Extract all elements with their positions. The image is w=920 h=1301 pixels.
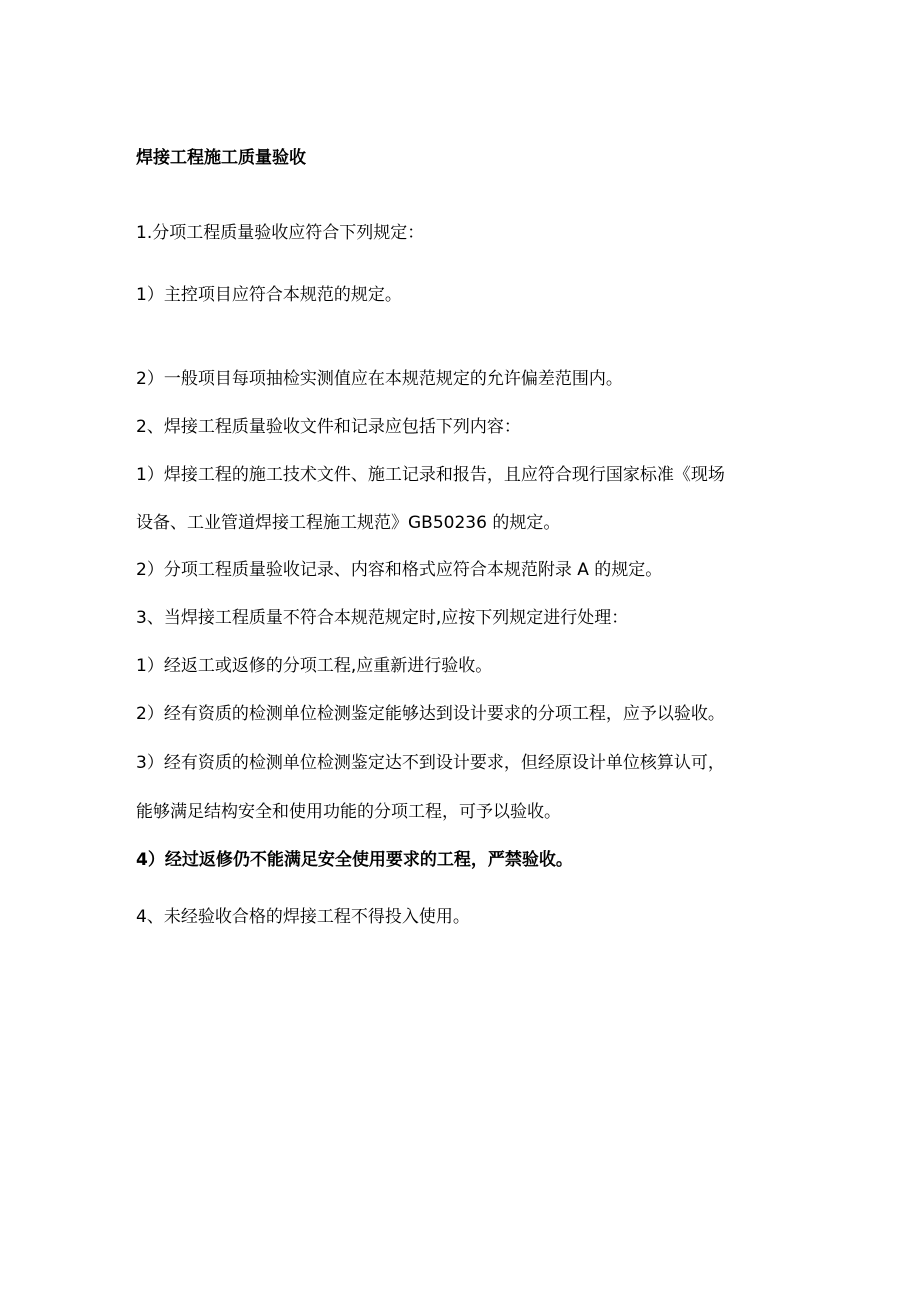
section-1-item-2: 2）一般项目每项抽检实测值应在本规范规定的允许偏差范围内。 [136,369,623,389]
section-3-item-4: 4）经过返修仍不能满足安全使用要求的工程，严禁验收。 [136,850,573,870]
section-3-item-2: 2）经有资质的检测单位检测鉴定能够达到设计要求的分项工程，应予以验收。 [136,704,725,724]
section-3-item-3-line-2: 能够满足结构安全和使用功能的分项工程，可予以验收。 [136,802,561,822]
section-1-heading: 1.分项工程质量验收应符合下列规定： [136,223,425,243]
section-2-item-1-line-1: 1）焊接工程的施工技术文件、施工记录和报告，且应符合现行国家标准《现场 [136,465,725,485]
section-3-item-3-line-1: 3）经有资质的检测单位检测鉴定达不到设计要求，但经原设计单位核算认可， [136,753,725,773]
section-3-heading: 3、当焊接工程质量不符合本规范规定时,应按下列规定进行处理： [136,608,629,628]
section-2-item-1-line-2: 设备、工业管道焊接工程施工规范》GB50236 的规定。 [136,513,561,533]
section-2-item-2: 2）分项工程质量验收记录、内容和格式应符合本规范附录 A 的规定。 [136,560,663,580]
section-1-item-1: 1）主控项目应符合本规范的规定。 [136,285,402,305]
section-4-heading: 4、未经验收合格的焊接工程不得投入使用。 [136,907,470,927]
document-title: 焊接工程施工质量验收 [136,148,306,168]
section-3-item-1: 1）经返工或返修的分项工程,应重新进行验收。 [136,656,493,676]
section-2-heading: 2、焊接工程质量验收文件和记录应包括下列内容： [136,417,521,437]
